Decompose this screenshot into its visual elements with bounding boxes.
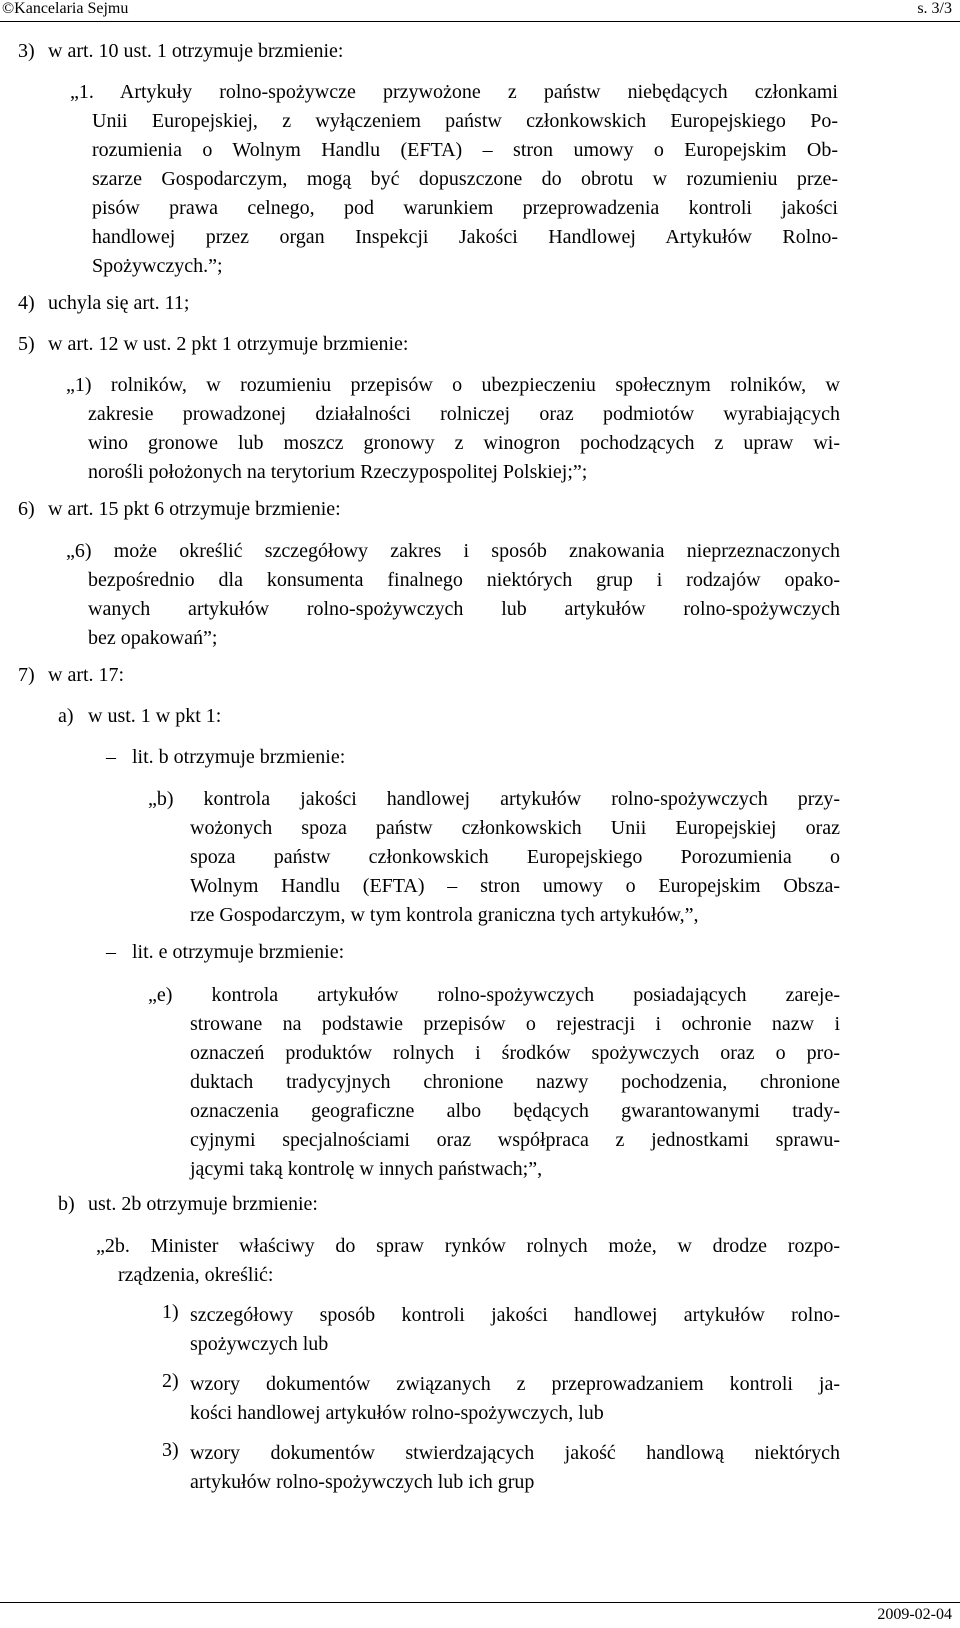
dash-marker: –: [106, 746, 116, 768]
quote-line: szarze Gospodarczym, mogą być dopuszczone do obrotu w rozumieniu prze-: [92, 168, 838, 190]
quote-line: wożonych spoza państw członkowskich Unii Europejskiej oraz: [190, 817, 840, 839]
item-3-quote: [48, 78, 838, 281]
quote-line: Unii Europejskiej, z wyłączeniem państw członkowskich Europejskiego Po-: [92, 110, 838, 132]
quote-line: pisów prawa celnego, pod warunkiem przeprowadzenia kontroli jakości: [92, 197, 838, 219]
quote-line: wanych artykułów rolno-spożywczych lub artykułów rolno-spożywczych: [88, 598, 840, 620]
point-3-text: [190, 1439, 840, 1497]
point-1-label: 1): [162, 1301, 179, 1323]
item-7-label: 7): [18, 664, 35, 686]
point-1-text: [190, 1301, 840, 1359]
quote-line: norośli położonych na terytorium Rzeczypospolitej Polskiej;”;: [88, 461, 588, 483]
header-rule: [0, 21, 960, 22]
quote-line: rozumienia o Wolnym Handlu (EFTA) – stron umowy o Europejskim Ob-: [92, 139, 838, 161]
item-7a-lit-b-intro: lit. b otrzymuje brzmienie:: [132, 746, 346, 768]
item-4-intro: uchyla się art. 11;: [48, 292, 190, 314]
item-7a-lit-e-quote: [148, 981, 840, 1184]
item-7a-label: a): [58, 705, 74, 727]
quote-line: duktach tradycyjnych chronione nazwy pochodzenia, chronione: [190, 1071, 840, 1093]
quote-line: rze Gospodarczym, w tym kontrola graniczna tych artykułów,”,: [190, 904, 699, 926]
item-6-intro: w art. 15 pkt 6 otrzymuje brzmienie:: [48, 498, 341, 520]
point-line: artykułów rolno-spożywczych lub ich grup: [190, 1471, 535, 1493]
item-7a-lit-b-quote: [148, 785, 840, 930]
point-line: spożywczych lub: [190, 1333, 329, 1355]
footer-date: 2009-02-04: [877, 1606, 952, 1623]
quote-line: Wolnym Handlu (EFTA) – stron umowy o Europejskim Obsza-: [190, 875, 840, 897]
item-7b-quote: [96, 1232, 840, 1290]
quote-line: spoza państw członkowskich Europejskiego Porozumienia o: [190, 846, 840, 868]
quote-line: cyjnymi specjalnościami oraz współpraca z jednostkami sprawu-: [190, 1129, 840, 1151]
item-7-intro: w art. 17:: [48, 664, 125, 686]
quote-line: „b) kontrola jakości handlowej artykułów rolno-spożywczych przy-: [148, 788, 840, 810]
item-7b-intro: ust. 2b otrzymuje brzmienie:: [88, 1193, 318, 1215]
point-3-label: 3): [162, 1439, 179, 1461]
quote-line: bezpośrednio dla konsumenta finalnego niektórych grup i rodzajów opako-: [88, 569, 840, 591]
quote-line: jącymi taką kontrolę w innych państwach;”,: [190, 1158, 543, 1180]
point-line: wzory dokumentów stwierdzających jakość handlową niektórych: [190, 1442, 840, 1464]
page-header: [0, 0, 960, 22]
point-2-label: 2): [162, 1370, 179, 1392]
item-6-quote: [66, 537, 840, 653]
dash-marker: –: [106, 941, 116, 963]
item-5-label: 5): [18, 333, 35, 355]
footer-rule: [0, 1602, 960, 1603]
item-3-label: 3): [18, 40, 35, 62]
quote-line: „2b. Minister właściwy do spraw rynków rolnych może, w drodze rozpo-: [96, 1235, 840, 1257]
item-7a-lit-e-intro: lit. e otrzymuje brzmienie:: [132, 941, 345, 963]
quote-line: „e) kontrola artykułów rolno-spożywczych posiadających zareje-: [148, 984, 840, 1006]
item-7a-intro: w ust. 1 w pkt 1:: [88, 705, 222, 727]
header-page-number: s. 3/3: [917, 0, 952, 17]
item-7b-label: b): [58, 1193, 75, 1215]
item-5-quote: [66, 371, 840, 487]
point-2-text: [190, 1370, 840, 1428]
point-line: wzory dokumentów związanych z przeprowadzaniem kontroli ja-: [190, 1373, 840, 1395]
quote-line: „1) rolników, w rozumieniu przepisów o ubezpieczeniu społecznym rolników, w: [66, 374, 840, 396]
quote-line: „1. Artykuły rolno-spożywcze przywożone z państw niebędących członkami: [70, 81, 838, 103]
point-line: kości handlowej artykułów rolno-spożywczych, lub: [190, 1402, 604, 1424]
quote-line: oznaczenia geograficzne albo będących gwarantowanymi trady-: [190, 1100, 840, 1122]
quote-line: Spożywczych.”;: [92, 255, 223, 277]
header-copyright: ©Kancelaria Sejmu: [2, 0, 129, 17]
quote-line: handlowej przez organ Inspekcji Jakości Handlowej Artykułów Rolno-: [92, 226, 838, 248]
quote-line: oznaczeń produktów rolnych i środków spożywczych oraz o pro-: [190, 1042, 840, 1064]
quote-line: wino gronowe lub moszcz gronowy z winogron pochodzących z upraw wi-: [88, 432, 840, 454]
item-5-intro: w art. 12 w ust. 2 pkt 1 otrzymuje brzmienie:: [48, 333, 409, 355]
point-line: szczegółowy sposób kontroli jakości handlowej artykułów rolno-: [190, 1304, 840, 1326]
item-4-label: 4): [18, 292, 35, 314]
quote-line: bez opakowań”;: [88, 627, 218, 649]
quote-line: zakresie prowadzonej działalności rolniczej oraz podmiotów wyrabiających: [88, 403, 840, 425]
item-6-label: 6): [18, 498, 35, 520]
quote-line: strowane na podstawie przepisów o rejestracji i ochronie nazw i: [190, 1013, 840, 1035]
item-3-intro: w art. 10 ust. 1 otrzymuje brzmienie:: [48, 40, 344, 62]
quote-line: „6) może określić szczegółowy zakres i sposób znakowania nieprzeznaczonych: [66, 540, 840, 562]
quote-line: rządzenia, określić:: [118, 1264, 274, 1286]
